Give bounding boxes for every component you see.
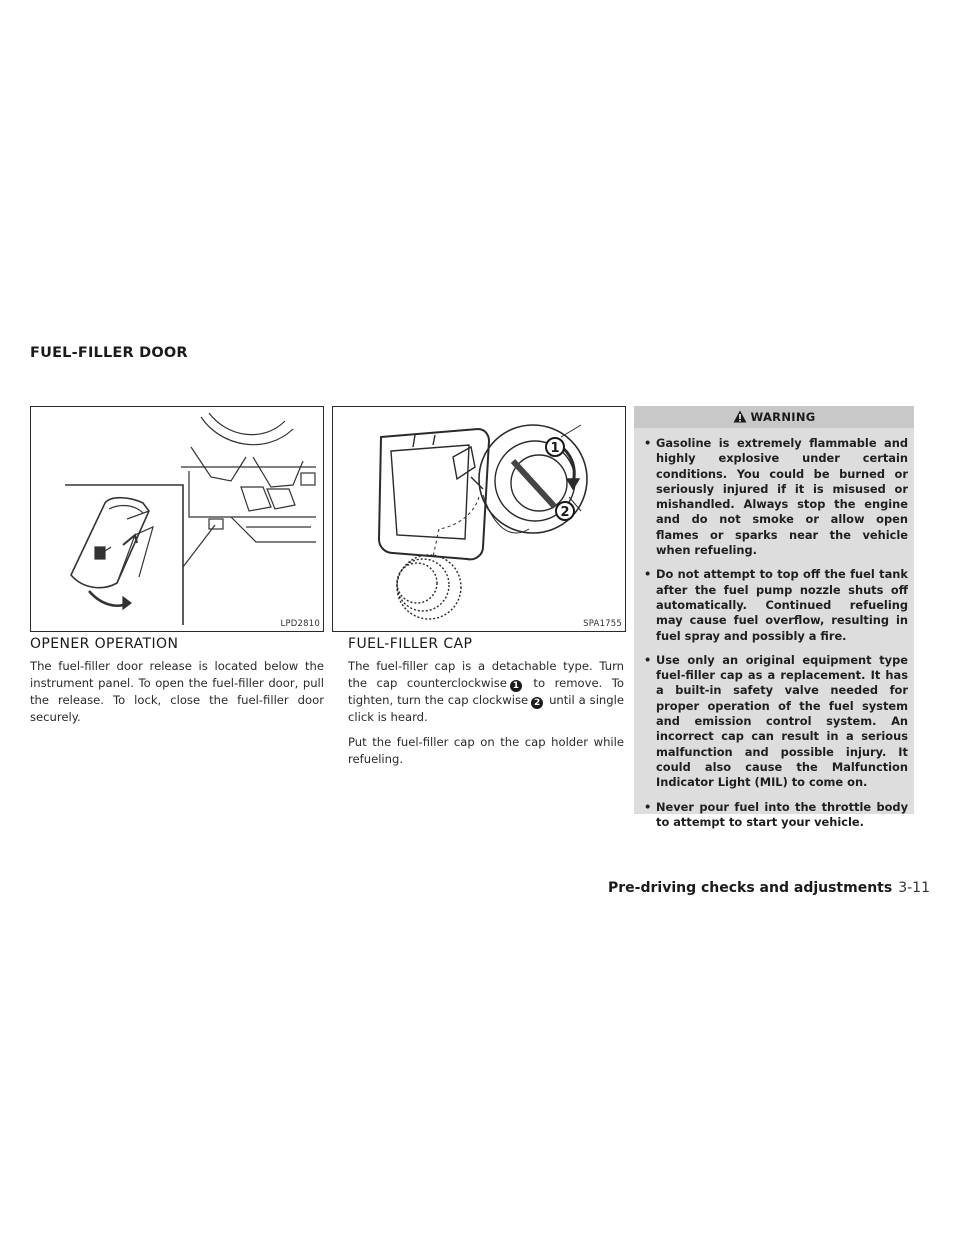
opener-body <box>30 658 324 734</box>
section-title: FUEL-FILLER DOOR <box>30 345 188 361</box>
callout-1 <box>546 438 564 456</box>
cap-paragraph-1: The fuel-filler cap is a detachable type. Turn the cap counterclockwise 1 to remove. To tighten, turn the cap clockwise 2 until a single click is heard. <box>348 659 624 724</box>
warning-box <box>634 406 914 829</box>
warning-item: • Use only an original equipment type fuel-filler cap as a replacement. It has a built-in safety valve needed for proper operation of the fuel system and emission control system. An incorrect cap can result in a serious malfunction and possible injury. It could also cause the Malfunction Indicator Light (MIL) to come on. <box>642 653 908 791</box>
cap-heading: FUEL-FILLER CAP <box>348 636 473 652</box>
warning-triangle-icon <box>733 408 747 430</box>
cap-figure <box>332 406 626 632</box>
cap-body <box>348 658 624 776</box>
page-number: 3-11 <box>898 880 930 896</box>
callout-2-inline: 2 <box>531 697 543 709</box>
warning-item: • Gasoline is extremely flammable and highly explosive under certain conditions. You could be burned or seriously injured if it is misused or mishandled. Always stop the engine and do not smoke or allow open flames or sparks near the vehicle when refueling. <box>642 436 908 558</box>
figure-code: SPA1755 <box>583 619 622 629</box>
warning-item: • Never pour fuel into the throttle body to attempt to start your vehicle. <box>642 800 908 831</box>
warning-list <box>634 428 914 830</box>
page-footer <box>608 880 930 896</box>
callout-1-inline: 1 <box>510 680 522 692</box>
opener-illustration <box>31 407 323 631</box>
cap-illustration <box>333 407 625 631</box>
svg-text:2: 2 <box>560 505 570 520</box>
warning-item: • Do not attempt to top off the fuel tank after the fuel pump nozzle shuts off automatically. Continued refueling may cause fuel overflow, resulting in fuel spray and possibly a fire. <box>642 567 908 643</box>
cap-paragraph-2: Put the fuel-filler cap on the cap holder while refueling. <box>348 735 624 766</box>
svg-text:1: 1 <box>550 441 560 456</box>
callout-2 <box>556 502 574 520</box>
opener-paragraph: The fuel-filler door release is located below the instrument panel. To open the fuel-filler door, pull the release. To lock, close the fuel-filler door securely. <box>30 659 324 724</box>
footer-section-title: Pre-driving checks and adjustments <box>608 880 893 896</box>
figure-code: LPD2810 <box>280 619 320 629</box>
warning-header <box>634 406 914 428</box>
opener-figure <box>30 406 324 632</box>
warning-title: WARNING <box>750 410 816 424</box>
opener-heading: OPENER OPERATION <box>30 636 179 652</box>
